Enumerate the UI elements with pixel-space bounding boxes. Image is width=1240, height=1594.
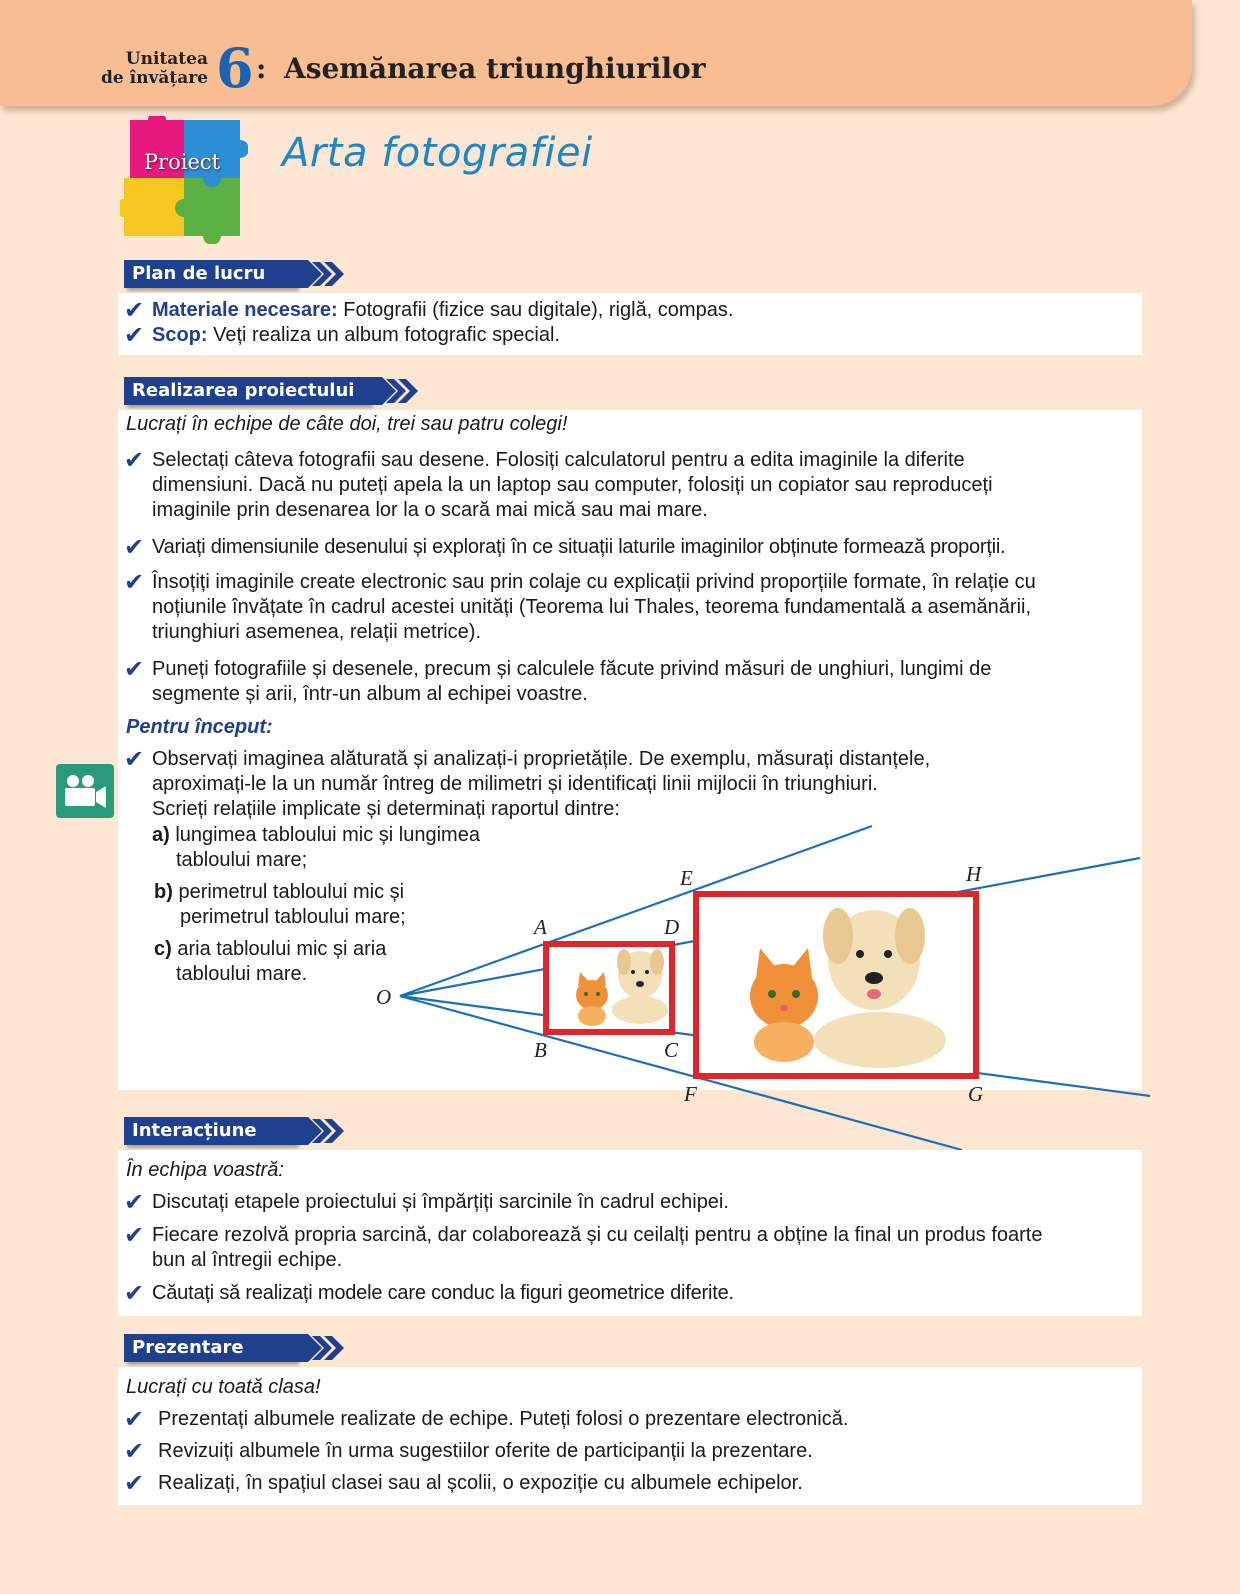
check-mark-icon: ✔: [124, 1405, 145, 1433]
realizare-bullet-3-line-3: triunghiuri asemenea, relații metrice).: [152, 621, 482, 643]
unit-colon: :: [256, 52, 267, 85]
point-label-g: G: [968, 1082, 984, 1106]
point-label-d: D: [664, 915, 680, 939]
item-c-line-2: tabloului mare.: [176, 963, 308, 985]
check-mark-icon: ✔: [124, 1221, 145, 1249]
scope-text: Veți realiza un album fotografic special.: [207, 324, 560, 346]
point-label-a: A: [534, 915, 547, 939]
item-c-text-1: aria tabloului mic și aria: [177, 938, 387, 960]
check-mark-icon: ✔: [124, 1279, 145, 1307]
unit-number: 6: [216, 36, 254, 100]
section-heading-plan: Plan de lucru: [124, 260, 296, 288]
section-heading-realizare: Realizarea proiectului: [124, 377, 370, 405]
chevrons-right-icon: [294, 1117, 344, 1147]
item-b-letter: b): [154, 881, 173, 903]
scope-label: Scop:: [152, 324, 208, 346]
item-a-line-2: tabloului mare;: [176, 849, 308, 871]
item-b-line-2: perimetrul tabloului mare;: [180, 906, 406, 928]
section-banner-prezentare: [124, 1334, 344, 1366]
interactiune-bullet-2-line-2: bun al întregii echipe.: [152, 1249, 343, 1271]
point-label-b: B: [534, 1038, 547, 1062]
section-heading-interactiune: Interacțiune: [124, 1117, 296, 1145]
point-label-h: H: [966, 862, 982, 886]
start-heading: Pentru început:: [126, 716, 273, 738]
realizare-bullet-3-line-1: Însoțiți imaginile create electronic sau prin colaje cu explicații privind proporțiile formate, în relație cu: [152, 571, 1036, 593]
prezentare-bullet-1: Prezentați albumele realizate de echipe. Puteți folosi o prezentare electronică.: [158, 1408, 849, 1430]
section-heading-prezentare: Prezentare: [124, 1334, 296, 1362]
realizare-bullet-1-line-3: imaginile prin desenarea lor la o scară mai mică sau mai mare.: [152, 499, 708, 521]
check-mark-icon: ✔: [124, 1188, 145, 1216]
unit-title: Asemănarea triunghiurilor: [284, 52, 706, 85]
section-banner-interactiune: [124, 1117, 344, 1149]
prezentare-bullet-3: Realizați, în spațiul clasei sau al școlii, o expoziție cu albumele echipelor.: [158, 1472, 803, 1494]
start-line-2: aproximați-le la un număr întreg de milimetri și identificați linii mijlocii în triunghiuri.: [152, 773, 878, 795]
item-a-text-1: lungimea tabloului mic și lungimea: [175, 824, 480, 846]
point-label-c: C: [664, 1038, 679, 1062]
item-c-letter: c): [154, 938, 172, 960]
check-mark-icon: ✔: [124, 745, 145, 773]
check-mark-icon: ✔: [124, 1437, 145, 1465]
point-label-f: F: [684, 1082, 697, 1106]
check-mark-icon: ✔: [124, 655, 145, 683]
small-picture: [546, 944, 672, 1032]
start-line-1: Observați imaginea alăturată și analizați-i proprietățile. De exemplu, măsurați distanțele,: [152, 748, 931, 770]
point-label-o: O: [376, 985, 392, 1009]
realizare-bullet-2-line-1: Variați dimensiunile desenului și explorați în ce situații laturile imaginilor obținute formează proporții.: [152, 536, 1006, 558]
realizare-bullet-1-line-1: Selectați câteva fotografii sau desene. Folosiți calculatorul pentru a edita imaginile la diferite: [152, 449, 965, 471]
large-picture: [696, 894, 976, 1076]
realizare-bullet-1-line-2: dimensiuni. Dacă nu puteți apela la un laptop sau computer, folosiți un copiator sau reproduceți: [152, 474, 993, 496]
materials-text: Fotografii (fizice sau digitale), riglă, compas.: [337, 299, 734, 321]
realizare-intro: Lucrați în echipe de câte doi, trei sau patru colegi!: [126, 413, 568, 435]
interactiune-bullet-3: Căutați să realizați modele care conduc la figuri geometrice diferite.: [152, 1282, 734, 1304]
check-mark-icon: ✔: [124, 568, 145, 596]
realizare-bullet-3-line-2: noțiunile învățate în cadrul acestei unități (Teorema lui Thales, teorema fundamentală a asemănării,: [152, 596, 1032, 618]
check-mark-icon: ✔: [124, 533, 145, 561]
prezentare-bullet-2: Revizuiți albumele în urma sugestiilor oferite de participanții la prezentare.: [158, 1440, 813, 1462]
prezentare-intro: Lucrați cu toată clasa!: [126, 1376, 321, 1398]
realizare-bullet-4-line-1: Puneți fotografiile și desenele, precum și calculele făcute privind măsuri de unghiuri, lungimi de: [152, 658, 992, 680]
materials-label: Materiale necesare:: [152, 299, 338, 321]
check-mark-icon: ✔: [124, 321, 145, 349]
chevrons-right-icon: [294, 1334, 344, 1364]
check-mark-icon: ✔: [124, 446, 145, 474]
interactiune-bullet-1: Discutați etapele proiectului și împărțiți sarcinile în cadrul echipei.: [152, 1191, 729, 1213]
realizare-bullet-4-line-2: segmente și arii, într-un album al echipei voastre.: [152, 683, 588, 705]
interactiune-bullet-2-line-1: Fiecare rezolvă propria sarcină, dar colaborează și cu ceilalți pentru a obține la final un produs foarte: [152, 1224, 1043, 1246]
interactiune-intro: În echipa voastră:: [126, 1159, 284, 1181]
item-a-letter: a): [152, 824, 170, 846]
item-b-text-1: perimetrul tabloului mic și: [178, 881, 405, 903]
check-mark-icon: ✔: [124, 296, 145, 324]
project-title: Arta fotografiei: [282, 130, 593, 176]
start-line-3: Scrieți relațiile implicate și determinați raportul dintre:: [152, 798, 620, 820]
unit-label-line2: de învățare: [101, 68, 208, 88]
point-label-e: E: [680, 866, 693, 890]
check-mark-icon: ✔: [124, 1469, 145, 1497]
unit-label-line1: Unitatea: [125, 49, 208, 69]
project-badge-label: Proiect: [143, 150, 221, 174]
